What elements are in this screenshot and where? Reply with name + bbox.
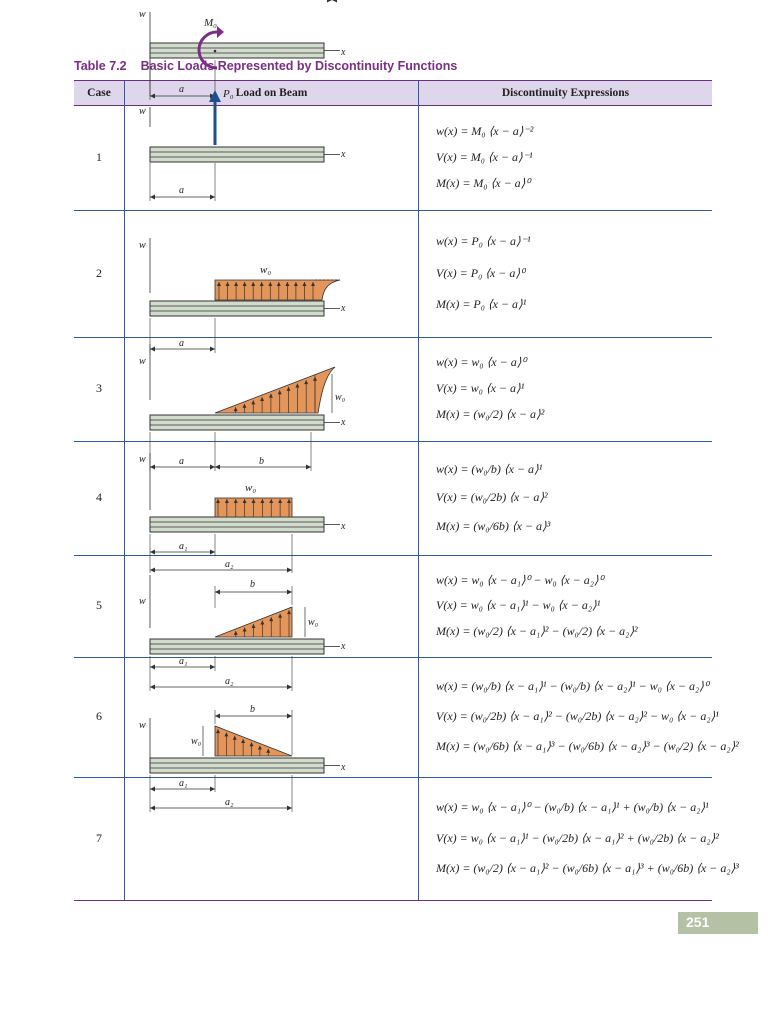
table-header: [74, 80, 712, 106]
a-label: a: [179, 84, 184, 95]
a1-label: a₁: [179, 778, 188, 789]
case-number: 3: [96, 381, 102, 395]
dimension-a2: [150, 806, 292, 811]
w-label: w: [139, 720, 146, 731]
w0-label: w₀: [335, 392, 346, 403]
expression: M(x) = M₀ ⟨x − a⟩⁰: [436, 176, 531, 190]
moment-label: M₀: [204, 17, 217, 29]
expression: M(x) = (w₀/2) ⟨x − a⟩²: [436, 407, 545, 421]
expression: V(x) = M₀ ⟨x − a⟩⁻¹: [436, 150, 533, 164]
b-label: b: [250, 704, 255, 715]
expression: V(x) = (w₀/2b) ⟨x − a⟩²: [436, 490, 548, 504]
page-number-tab: [678, 912, 758, 934]
x-label: x: [341, 417, 346, 428]
x-label: x: [341, 303, 346, 314]
a1-label: a₁: [179, 656, 188, 667]
w-label: w: [139, 596, 146, 607]
expression-block: [419, 441, 712, 555]
w0-label: w₀: [260, 264, 272, 276]
case-number: 7: [96, 830, 102, 845]
a2-label: a₂: [225, 676, 234, 687]
table-caption: Basic Loads Represented by Discontinuity Functions: [140, 59, 458, 73]
expression-block: [419, 210, 712, 337]
x-label: x: [341, 521, 346, 532]
expression-block: [419, 657, 739, 777]
expression: w(x) = (w₀/b) ⟨x − a₁⟩¹ − (w₀/b) ⟨x − a₂⟩¹ − w₀ ⟨x − a₂⟩⁰: [436, 679, 709, 693]
table-number: Table 7.2: [74, 59, 127, 73]
beam: [150, 758, 340, 773]
a-label: a: [179, 185, 184, 196]
w0-label: w₀: [245, 482, 257, 494]
x-label: x: [341, 47, 346, 58]
expression: M(x) = (w₀/2) ⟨x − a₁⟩² − (w₀/6b) ⟨x − a₁⟩³ + (w₀/6b) ⟨x − a₂⟩³: [436, 861, 739, 876]
expression: w(x) = w₀ ⟨x − a⟩⁰: [436, 355, 527, 369]
header-case: Case: [87, 87, 111, 99]
expression: V(x) = w₀ ⟨x − a₁⟩¹ − (w₀/2b) ⟨x − a₁⟩² + (w₀/2b) ⟨x − a₂⟩²: [436, 830, 719, 845]
expression: V(x) = w₀ ⟨x − a₁⟩¹ − w₀ ⟨x − a₂⟩¹: [436, 598, 601, 612]
header-load: Load on Beam: [235, 87, 308, 99]
load-diagram: [125, 704, 418, 900]
expression: M(x) = (w₀/6b) ⟨x − a₁⟩³ − (w₀/6b) ⟨x − a₂⟩³ − (w₀/2) ⟨x − a₂⟩²: [436, 739, 739, 753]
expression: w(x) = w₀ ⟨x − a₁⟩⁰ − (w₀/b) ⟨x − a₁⟩¹ + (w₀/b) ⟨x − a₂⟩¹: [436, 799, 709, 814]
beam: [150, 147, 340, 162]
a-label: a: [179, 456, 184, 467]
w0-label: w₀: [308, 617, 319, 628]
b-label: b: [259, 456, 264, 467]
w-label: w: [139, 240, 146, 251]
a2-label: a₂: [225, 559, 234, 570]
a-label: a: [179, 338, 184, 349]
expression: M(x) = (w₀/6b) ⟨x − a⟩³: [436, 518, 551, 533]
beam: [150, 639, 340, 654]
expression: w(x) = w₀ ⟨x − a₁⟩⁰ − w₀ ⟨x − a₂⟩⁰: [436, 572, 604, 587]
expression-block: [419, 555, 712, 657]
w-label: w: [139, 9, 146, 20]
expression: V(x) = w₀ ⟨x − a⟩¹: [436, 381, 525, 395]
w-label: w: [139, 106, 146, 117]
x-label: x: [341, 762, 346, 773]
expression: w(x) = P₀ ⟨x − a⟩⁻¹: [436, 233, 531, 248]
beam: [150, 517, 340, 532]
beam: [150, 43, 340, 58]
w0-label: w₀: [191, 736, 202, 747]
page-number: 251: [686, 914, 710, 930]
x-label: x: [341, 641, 346, 652]
uniform-load: [215, 280, 340, 300]
expression-block: [419, 106, 712, 210]
w-label: w: [139, 454, 146, 465]
w0-dim: [327, 0, 337, 3]
expression: V(x) = P₀ ⟨x − a⟩⁰: [436, 265, 525, 280]
expression-block: [419, 337, 712, 441]
case-number: 1: [96, 150, 102, 164]
table-title: [74, 59, 457, 73]
x-label: x: [341, 149, 346, 160]
header-expressions: Discontinuity Expressions: [501, 87, 630, 99]
beam: [150, 415, 340, 430]
case-number: 2: [96, 265, 102, 280]
a2-label: a₂: [225, 797, 234, 808]
b-label: b: [250, 579, 255, 590]
expression: V(x) = (w₀/2b) ⟨x − a₁⟩² − (w₀/2b) ⟨x − a₂⟩² − w₀ ⟨x − a₂⟩¹: [436, 709, 719, 723]
expression: M(x) = (w₀/2) ⟨x − a₁⟩² − (w₀/2) ⟨x − a₂⟩²: [436, 623, 638, 638]
force-label: P₀: [223, 88, 234, 100]
expression-block: [419, 777, 739, 900]
dimension-a2: [150, 685, 292, 690]
expression: w(x) = M₀ ⟨x − a⟩⁻²: [436, 124, 534, 138]
case-number: 5: [96, 598, 102, 612]
expression: M(x) = P₀ ⟨x − a⟩¹: [436, 297, 527, 312]
case-number: 6: [96, 709, 102, 723]
dimension-a2: [150, 568, 292, 573]
w-label: w: [139, 356, 146, 367]
expression: w(x) = (w₀/b) ⟨x − a⟩¹: [436, 461, 543, 476]
case-number: 4: [96, 490, 102, 504]
a1-label: a₁: [179, 541, 188, 552]
beam: [150, 301, 340, 316]
